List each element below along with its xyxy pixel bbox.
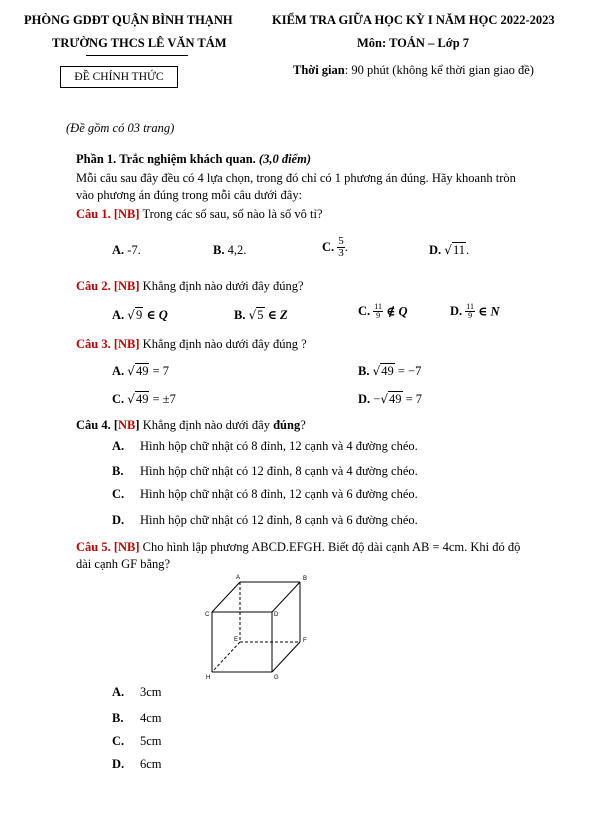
question-2 — [76, 279, 304, 294]
q2-option-b[interactable]: B. √5 ∈ Z — [234, 308, 288, 322]
question-1-text: Trong các số sau, số nào là số vô tỉ? — [139, 207, 323, 221]
vertex-f-label: F — [303, 638, 307, 644]
title-underline — [86, 55, 188, 56]
subject-label: Môn: — [357, 36, 387, 50]
q3-option-c[interactable]: C. √49 = ±7 — [112, 392, 176, 406]
question-5-label: Câu 5. [NB] — [76, 540, 140, 554]
q1-option-c[interactable]: C. $\frac{5}{3}$ . — [322, 235, 348, 259]
q1-option-a[interactable] — [112, 243, 141, 258]
part1-instruction-2: vào phương án đúng trong mỗi câu dưới đây: — [76, 188, 303, 202]
q1-option-d-letter: D. — [429, 243, 442, 257]
part1-title-text: Phần 1. Trắc nghiệm khách quan. — [76, 152, 259, 166]
question-5-text-2: dài cạnh GF bằng? — [76, 557, 171, 571]
exam-title: KIỂM TRA GIỮA HỌC KỲ I NĂM HỌC 2022-2023 — [272, 13, 555, 27]
question-2-text: Khẳng định nào dưới đây đúng? — [139, 279, 304, 293]
q5-option-c[interactable]: C. 5cm — [112, 734, 162, 748]
time-line — [293, 63, 534, 78]
subject-line — [357, 36, 469, 51]
q1-option-d[interactable]: D. √11. — [429, 243, 470, 257]
q3-option-d[interactable]: D. −√49 = 7 — [358, 392, 423, 406]
vertex-c-label: C — [205, 612, 210, 618]
vertex-b-label: B — [303, 576, 308, 582]
q3-option-a-letter: A. — [112, 364, 125, 378]
question-4-label: Câu 4. [ — [76, 418, 119, 432]
sqrt-icon: √ — [372, 364, 381, 378]
question-4: Câu 4. [NB] Khẳng định nào dưới đây đúng? — [76, 418, 306, 432]
q5-option-a[interactable]: A. 3cm — [112, 685, 162, 699]
q1-option-b[interactable] — [213, 243, 246, 258]
sqrt-icon: √ — [248, 308, 257, 322]
time-label: Thời gian — [293, 63, 345, 77]
sqrt-icon: √ — [127, 364, 135, 378]
time-value: : 90 phút (không kể thời gian giao đề) — [344, 63, 534, 77]
vertex-d-label: D — [274, 612, 279, 618]
q2-option-d-fraction: $\frac{11}{9}$ — [466, 302, 474, 320]
q1-option-c-fraction: $\frac{5}{3}$ — [338, 235, 344, 259]
sqrt-icon: √ — [444, 243, 452, 257]
q3-option-a[interactable]: A. √49 = 7 — [112, 364, 169, 378]
q3-option-d-letter: D. — [358, 392, 371, 406]
q5-option-d[interactable]: D. 6cm — [112, 757, 162, 771]
part1-title — [76, 152, 311, 167]
q4-option-c[interactable]: C. Hình hộp chữ nhật có 8 đỉnh, 12 cạnh và 6 đường chéo. — [112, 487, 418, 501]
q1-option-b-value: 4,2. — [224, 243, 247, 257]
question-4-text: Khẳng định nào dưới đây — [139, 418, 274, 432]
question-1-label: Câu 1. [NB] — [76, 207, 140, 221]
cube-diagram — [196, 572, 326, 682]
q4-option-d[interactable]: D. Hình hộp chữ nhật có 12 đỉnh, 8 cạnh và 6 đường chéo. — [112, 513, 418, 527]
q2-option-c-letter: C. — [358, 304, 371, 318]
q2-option-a-letter: A. — [112, 308, 125, 322]
subject-value: TOÁN – Lớp 7 — [386, 36, 470, 50]
school-district: PHÒNG GDĐT QUẬN BÌNH THẠNH — [24, 13, 233, 27]
q2-option-a[interactable]: A. √9 ∈ Q — [112, 308, 168, 322]
official-badge: ĐỀ CHÍNH THỨC — [60, 66, 178, 88]
q2-option-c-fraction: $\frac{11}{9}$ — [374, 302, 382, 320]
question-4-level: NB — [118, 418, 136, 432]
part1-instruction-1: Mỗi câu sau đây đều có 4 lựa chọn, trong đó chỉ có 1 phương án đúng. Hãy khoanh tròn — [76, 171, 516, 185]
q2-option-c[interactable]: C. $\frac{11}{9}$ ∉ Q — [358, 302, 408, 320]
q4-option-a[interactable]: A. Hình hộp chữ nhật có 8 đỉnh, 12 cạnh và 4 đường chéo. — [112, 439, 418, 453]
vertex-h-label: H — [206, 675, 211, 681]
sqrt-icon: √ — [127, 308, 135, 322]
question-3 — [76, 337, 307, 352]
q2-option-d-letter: D. — [450, 304, 463, 318]
question-5-text: Cho hình lập phương ABCD.EFGH. Biết độ dài cạnh AB = 4cm. Khi đó độ — [139, 540, 521, 554]
q3-option-b[interactable]: B. √49 = −7 — [358, 364, 422, 378]
part1-points: (3,0 điểm) — [258, 152, 311, 166]
question-1 — [76, 207, 323, 222]
q1-option-b-letter: B. — [213, 243, 225, 257]
q2-option-d[interactable]: D. $\frac{11}{9}$ ∈ N — [450, 302, 500, 320]
question-3-text: Khẳng định nào dưới đây đúng ? — [139, 337, 307, 351]
question-5 — [76, 540, 520, 555]
question-2-label: Câu 2. [NB] — [76, 279, 140, 293]
q1-option-a-value: -7. — [124, 243, 141, 257]
vertex-e-label: E — [234, 637, 239, 643]
q5-option-b[interactable]: B. 4cm — [112, 711, 162, 725]
school-name: TRƯỜNG THCS LÊ VĂN TÁM — [52, 36, 227, 50]
pages-note: (Đề gồm có 03 trang) — [66, 121, 175, 135]
sqrt-icon: √ — [127, 392, 135, 406]
q1-option-c-letter: C. — [322, 240, 335, 254]
q2-option-b-letter: B. — [234, 308, 246, 322]
q1-option-a-letter: A. — [112, 243, 125, 257]
vertex-g-label: G — [274, 675, 279, 681]
vertex-a-label: A — [236, 575, 241, 581]
q4-option-b[interactable]: B. Hình hộp chữ nhật có 12 đỉnh, 8 cạnh và 4 đường chéo. — [112, 464, 418, 478]
q3-option-c-letter: C. — [112, 392, 125, 406]
q1-option-d-radicand: 11 — [452, 243, 465, 257]
q3-option-b-letter: B. — [358, 364, 370, 378]
question-3-label: Câu 3. [NB] — [76, 337, 140, 351]
sqrt-icon: √ — [380, 392, 388, 406]
